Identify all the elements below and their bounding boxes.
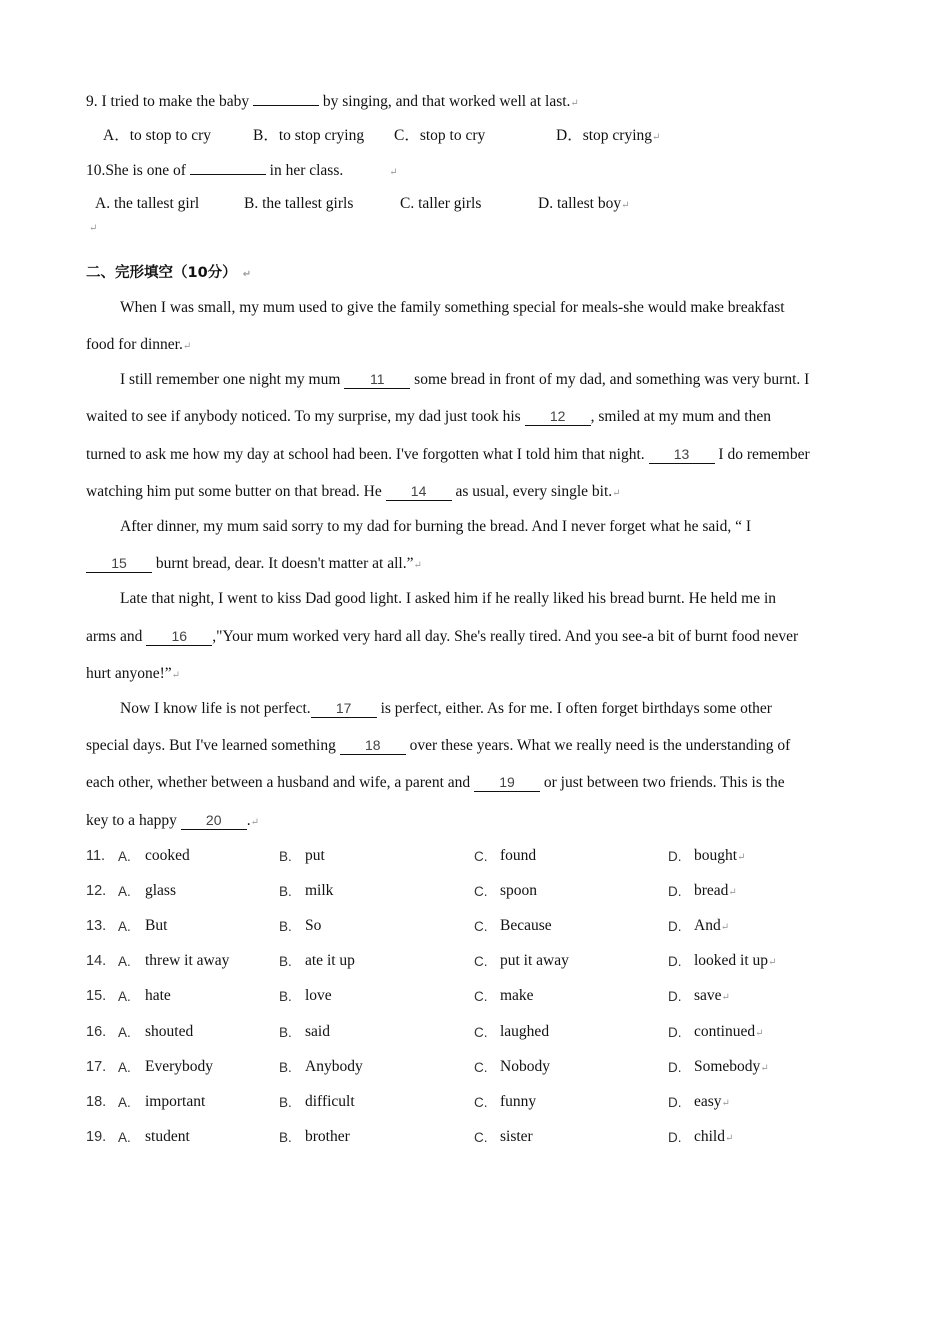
- option-letter: B.: [279, 954, 292, 970]
- blank-19: 19: [474, 774, 540, 792]
- option-letter: B.: [279, 849, 292, 864]
- option-letter: A.: [118, 1059, 131, 1075]
- option-letter: B.: [279, 1129, 292, 1145]
- passage-line: Now I know life is not perfect. 17 is perfect, either. As for me. I often forget birthdays some other: [120, 700, 772, 717]
- option-text: child↵: [694, 1127, 734, 1145]
- q10-option-c: C. taller girls: [400, 195, 482, 212]
- question-number: 18.: [86, 1093, 107, 1110]
- option-letter: C.: [474, 954, 488, 970]
- answer-blank: [190, 160, 266, 175]
- option-text: spoon: [500, 882, 538, 900]
- option-text: important: [145, 1092, 206, 1110]
- blank-15: 15: [86, 555, 152, 573]
- q10-option-b: B. the tallest girls: [244, 195, 354, 212]
- option-text: glass: [145, 882, 176, 900]
- option-text: laughed: [500, 1022, 550, 1040]
- option-letter: A.: [118, 1024, 131, 1040]
- passage-line: 15 burnt bread, dear. It doesn't matter at all.”↵: [86, 554, 422, 576]
- blank-18: 18: [340, 737, 406, 755]
- answer-blank: [253, 91, 319, 106]
- passage-line: After dinner, my mum said sorry to my dad for burning the bread. And I never forget what he said, “ I: [120, 518, 751, 535]
- option-text: found: [500, 847, 537, 864]
- option-letter: D.: [668, 1094, 682, 1110]
- blank-13: 13: [649, 446, 715, 464]
- option-text: Because: [500, 917, 552, 935]
- option-text: shouted: [145, 1022, 194, 1040]
- question-number: 15.: [86, 988, 107, 1005]
- option-text: milk: [305, 882, 334, 900]
- paragraph-mark: ↵: [89, 223, 98, 234]
- option-letter: C.: [474, 849, 488, 864]
- question-number: 12.: [86, 883, 107, 900]
- option-text: bought↵: [694, 847, 746, 864]
- option-letter: A.: [118, 1094, 131, 1110]
- option-letter: B.: [279, 919, 292, 935]
- option-text: threw it away: [145, 952, 230, 970]
- passage-line: When I was small, my mum used to give the family something special for meals-she would make breakfast: [120, 299, 785, 316]
- option-letter: D.: [668, 884, 682, 900]
- passage-line: hurt anyone!”↵: [86, 665, 181, 682]
- option-text: put it away: [500, 952, 569, 970]
- option-letter: B.: [279, 1024, 292, 1040]
- option-letter: A.: [118, 919, 131, 935]
- option-letter: D.: [668, 954, 682, 970]
- option-text: Somebody↵: [694, 1057, 769, 1075]
- option-text: ate it up: [305, 952, 355, 970]
- option-text: sister: [500, 1127, 533, 1145]
- q10-option-d: D. tallest boy↵: [538, 195, 630, 212]
- option-text: make: [500, 987, 534, 1005]
- question-10-stem: 10.She is one of in her class. ↵: [86, 162, 398, 179]
- option-text: said: [305, 1022, 330, 1040]
- question-number: 13.: [86, 918, 107, 935]
- section-title: 二、完形填空（10分） ↵: [86, 265, 252, 281]
- option-text: Nobody: [500, 1057, 550, 1075]
- question-number: 11.: [86, 848, 106, 864]
- option-letter: C.: [474, 1059, 488, 1075]
- passage-line: special days. But I've learned something 18 over these years. What we really need is the understanding of: [86, 737, 791, 754]
- option-text: cooked: [145, 847, 190, 864]
- question-number: 19.: [86, 1128, 107, 1145]
- blank-17: 17: [311, 700, 377, 718]
- question-number: 16.: [86, 1023, 107, 1040]
- option-letter: B.: [279, 989, 292, 1005]
- option-text: difficult: [305, 1092, 355, 1110]
- passage-line: watching him put some butter on that bread. He 14 as usual, every single bit.↵: [86, 483, 621, 500]
- option-text: student: [145, 1127, 190, 1145]
- option-letter: A.: [118, 989, 131, 1005]
- option-letter: B.: [279, 884, 292, 900]
- option-letter: B.: [279, 1059, 292, 1075]
- option-text: Everybody: [145, 1057, 214, 1075]
- passage-line: arms and 16 ,"Your mum worked very hard all day. She's really tired. And you see-a bit of burnt food never: [86, 628, 799, 645]
- option-text: brother: [305, 1127, 350, 1145]
- option-letter: D.: [668, 849, 682, 864]
- q9-option-b: B．to stop crying: [253, 127, 365, 144]
- q9-option-c: C．stop to cry: [394, 127, 486, 144]
- option-letter: A.: [118, 954, 131, 970]
- option-letter: D.: [668, 1129, 682, 1145]
- option-letter: C.: [474, 1129, 488, 1145]
- option-text: funny: [500, 1092, 537, 1110]
- option-letter: A.: [118, 1129, 131, 1145]
- option-text: And↵: [694, 917, 730, 935]
- q9-option-a: A．to stop to cry: [103, 127, 212, 144]
- question-number: 14.: [86, 953, 107, 970]
- passage-line: I still remember one night my mum 11 some bread in front of my dad, and something was very burnt. I: [120, 371, 810, 388]
- option-text: looked it up↵: [694, 952, 777, 970]
- q10-option-a: A. the tallest girl: [95, 195, 200, 212]
- option-letter: D.: [668, 1059, 682, 1075]
- option-letter: B.: [279, 1094, 292, 1110]
- option-letter: C.: [474, 1024, 488, 1040]
- option-letter: D.: [668, 919, 682, 935]
- option-text: put: [305, 847, 325, 864]
- option-text: But: [145, 917, 168, 935]
- blank-11: 11: [344, 371, 410, 389]
- option-text: easy↵: [694, 1092, 730, 1110]
- option-letter: C.: [474, 919, 488, 935]
- option-text: hate: [145, 987, 171, 1005]
- option-text: So: [305, 917, 322, 935]
- passage-line: turned to ask me how my day at school had been. I've forgotten what I told him that night. 13 I do remember: [86, 446, 810, 463]
- option-letter: C.: [474, 884, 488, 900]
- option-text: bread↵: [694, 882, 737, 900]
- option-text: Anybody: [305, 1057, 363, 1075]
- option-text: continued↵: [694, 1022, 764, 1040]
- option-letter: A.: [118, 884, 131, 900]
- passage-line: Late that night, I went to kiss Dad good light. I asked him if he really liked his bread burnt. He held me in: [120, 590, 777, 607]
- option-text: save↵: [694, 987, 730, 1005]
- option-letter: C.: [474, 989, 488, 1005]
- option-letter: D.: [668, 989, 682, 1005]
- question-number: 17.: [86, 1058, 107, 1075]
- passage-line: each other, whether between a husband and wife, a parent and 19 or just between two friends. This is the: [86, 774, 785, 791]
- option-letter: D.: [668, 1024, 682, 1040]
- question-9-stem: 9. I tried to make the baby by singing, and that worked well at last.↵: [86, 93, 579, 110]
- blank-16: 16: [146, 628, 212, 646]
- q9-option-d: D．stop crying↵: [556, 127, 661, 144]
- option-letter: A.: [118, 849, 131, 864]
- passage-line: waited to see if anybody noticed. To my surprise, my dad just took his 12 , smiled at my mum and then: [86, 408, 771, 425]
- option-text: love: [305, 987, 332, 1005]
- passage-line: key to a happy 20 .↵: [86, 812, 259, 829]
- blank-20: 20: [181, 812, 247, 830]
- passage-line: food for dinner.↵: [86, 336, 192, 353]
- blank-12: 12: [525, 408, 591, 426]
- option-letter: C.: [474, 1094, 488, 1110]
- blank-14: 14: [386, 483, 452, 501]
